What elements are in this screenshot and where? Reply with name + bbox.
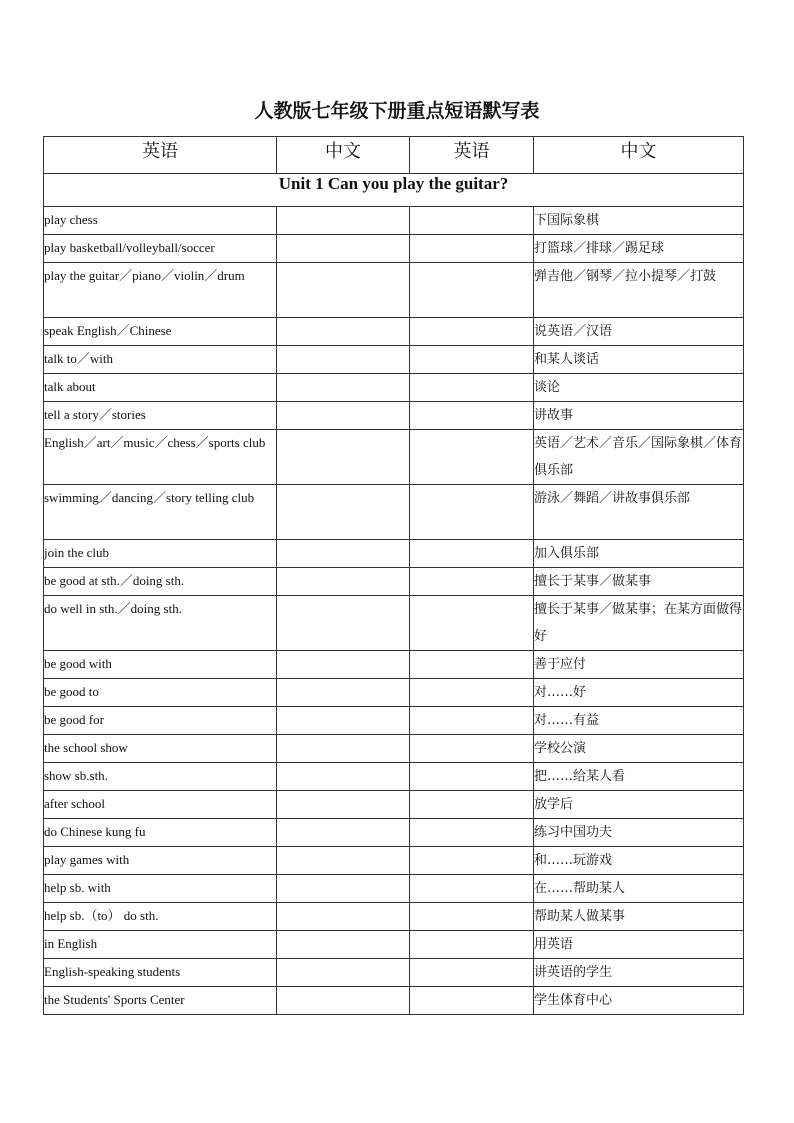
unit-row: [44, 174, 744, 207]
english-cell: play the guitar／piano／violin／drum: [44, 263, 277, 318]
table-row: [44, 931, 744, 959]
chinese-blank-cell[interactable]: [277, 875, 410, 903]
table-row: [44, 679, 744, 707]
table-row: [44, 987, 744, 1015]
english-cell: in English: [44, 931, 277, 959]
table-row: [44, 735, 744, 763]
english-cell: play basketball/volleyball/soccer: [44, 235, 277, 263]
english-cell: help sb.（to） do sth.: [44, 903, 277, 931]
english-blank-cell[interactable]: [410, 485, 534, 540]
header-english-1: 英语: [44, 137, 277, 174]
chinese-blank-cell[interactable]: [277, 903, 410, 931]
table-row: [44, 346, 744, 374]
table-row: [44, 791, 744, 819]
chinese-cell: 加入俱乐部: [534, 540, 744, 568]
chinese-blank-cell[interactable]: [277, 430, 410, 485]
english-cell: be good with: [44, 651, 277, 679]
english-cell: after school: [44, 791, 277, 819]
chinese-cell: 对……有益: [534, 707, 744, 735]
chinese-cell: 游泳／舞蹈／讲故事俱乐部: [534, 485, 744, 540]
english-blank-cell[interactable]: [410, 263, 534, 318]
phrase-table: [43, 136, 744, 1015]
chinese-blank-cell[interactable]: [277, 207, 410, 235]
english-blank-cell[interactable]: [410, 374, 534, 402]
chinese-cell: 英语／艺术／音乐／国际象棋／体育俱乐部: [534, 430, 744, 485]
table-row: [44, 819, 744, 847]
header-english-2: 英语: [410, 137, 534, 174]
table-row: [44, 651, 744, 679]
english-cell: English／art／music／chess／sports club: [44, 430, 277, 485]
chinese-blank-cell[interactable]: [277, 485, 410, 540]
english-cell: swimming／dancing／story telling club: [44, 485, 277, 540]
chinese-blank-cell[interactable]: [277, 735, 410, 763]
chinese-cell: 对……好: [534, 679, 744, 707]
unit-title: Unit 1 Can you play the guitar?: [44, 174, 744, 207]
chinese-blank-cell[interactable]: [277, 235, 410, 263]
table-row: [44, 568, 744, 596]
english-blank-cell[interactable]: [410, 679, 534, 707]
header-chinese-1: 中文: [277, 137, 410, 174]
chinese-cell: 讲英语的学生: [534, 959, 744, 987]
chinese-cell: 说英语／汉语: [534, 318, 744, 346]
table-row: [44, 318, 744, 346]
chinese-blank-cell[interactable]: [277, 847, 410, 875]
table-row: [44, 263, 744, 318]
english-cell: help sb. with: [44, 875, 277, 903]
english-blank-cell[interactable]: [410, 651, 534, 679]
table-row: [44, 374, 744, 402]
chinese-cell: 练习中国功夫: [534, 819, 744, 847]
chinese-cell: 帮助某人做某事: [534, 903, 744, 931]
chinese-cell: 学生体育中心: [534, 987, 744, 1015]
chinese-cell: 和……玩游戏: [534, 847, 744, 875]
chinese-blank-cell[interactable]: [277, 819, 410, 847]
english-cell: be good at sth.／doing sth.: [44, 568, 277, 596]
english-blank-cell[interactable]: [410, 791, 534, 819]
chinese-cell: 学校公演: [534, 735, 744, 763]
table-row: [44, 596, 744, 651]
english-cell: speak English／Chinese: [44, 318, 277, 346]
english-blank-cell[interactable]: [410, 207, 534, 235]
english-cell: be good for: [44, 707, 277, 735]
chinese-cell: 用英语: [534, 931, 744, 959]
chinese-blank-cell[interactable]: [277, 987, 410, 1015]
table-row: [44, 847, 744, 875]
chinese-cell: 擅长于某事／做某事: [534, 568, 744, 596]
chinese-blank-cell[interactable]: [277, 318, 410, 346]
english-blank-cell[interactable]: [410, 346, 534, 374]
english-cell: talk about: [44, 374, 277, 402]
chinese-blank-cell[interactable]: [277, 679, 410, 707]
table-row: [44, 707, 744, 735]
chinese-cell: 把……给某人看: [534, 763, 744, 791]
english-blank-cell[interactable]: [410, 568, 534, 596]
english-blank-cell[interactable]: [410, 402, 534, 430]
english-cell: the Students' Sports Center: [44, 987, 277, 1015]
english-blank-cell[interactable]: [410, 735, 534, 763]
table-row: [44, 875, 744, 903]
chinese-cell: 弹吉他／钢琴／拉小提琴／打鼓: [534, 263, 744, 318]
chinese-blank-cell[interactable]: [277, 931, 410, 959]
table-row: [44, 207, 744, 235]
chinese-blank-cell[interactable]: [277, 568, 410, 596]
chinese-cell: 擅长于某事／做某事；在某方面做得好: [534, 596, 744, 651]
english-cell: talk to／with: [44, 346, 277, 374]
chinese-blank-cell[interactable]: [277, 763, 410, 791]
english-cell: play games with: [44, 847, 277, 875]
english-blank-cell[interactable]: [410, 875, 534, 903]
chinese-blank-cell[interactable]: [277, 596, 410, 651]
table-row: [44, 540, 744, 568]
english-cell: play chess: [44, 207, 277, 235]
table-row: [44, 402, 744, 430]
english-blank-cell[interactable]: [410, 430, 534, 485]
chinese-cell: 下国际象棋: [534, 207, 744, 235]
chinese-cell: 打篮球／排球／踢足球: [534, 235, 744, 263]
chinese-blank-cell[interactable]: [277, 791, 410, 819]
english-blank-cell[interactable]: [410, 318, 534, 346]
table-row: [44, 235, 744, 263]
chinese-cell: 和某人谈话: [534, 346, 744, 374]
english-blank-cell[interactable]: [410, 596, 534, 651]
english-cell: English-speaking students: [44, 959, 277, 987]
chinese-blank-cell[interactable]: [277, 263, 410, 318]
english-cell: be good to: [44, 679, 277, 707]
english-blank-cell[interactable]: [410, 959, 534, 987]
chinese-blank-cell[interactable]: [277, 707, 410, 735]
chinese-blank-cell[interactable]: [277, 651, 410, 679]
english-blank-cell[interactable]: [410, 540, 534, 568]
english-blank-cell[interactable]: [410, 987, 534, 1015]
english-cell: join the club: [44, 540, 277, 568]
chinese-cell: 放学后: [534, 791, 744, 819]
header-row: [44, 137, 744, 174]
chinese-cell: 善于应付: [534, 651, 744, 679]
page-title: 人教版七年级下册重点短语默写表: [254, 100, 540, 122]
table-row: [44, 763, 744, 791]
english-blank-cell[interactable]: [410, 819, 534, 847]
table-row: [44, 903, 744, 931]
chinese-blank-cell[interactable]: [277, 346, 410, 374]
table-row: [44, 430, 744, 485]
chinese-cell: 讲故事: [534, 402, 744, 430]
english-blank-cell[interactable]: [410, 847, 534, 875]
table-row: [44, 485, 744, 540]
chinese-cell: 谈论: [534, 374, 744, 402]
chinese-cell: 在……帮助某人: [534, 875, 744, 903]
english-blank-cell[interactable]: [410, 235, 534, 263]
english-cell: the school show: [44, 735, 277, 763]
english-blank-cell[interactable]: [410, 931, 534, 959]
english-cell: show sb.sth.: [44, 763, 277, 791]
english-cell: tell a story／stories: [44, 402, 277, 430]
chinese-blank-cell[interactable]: [277, 540, 410, 568]
english-blank-cell[interactable]: [410, 903, 534, 931]
chinese-blank-cell[interactable]: [277, 374, 410, 402]
english-cell: do Chinese kung fu: [44, 819, 277, 847]
english-blank-cell[interactable]: [410, 763, 534, 791]
header-chinese-2: 中文: [534, 137, 744, 174]
chinese-blank-cell[interactable]: [277, 959, 410, 987]
table-row: [44, 959, 744, 987]
english-blank-cell[interactable]: [410, 707, 534, 735]
english-cell: do well in sth.／doing sth.: [44, 596, 277, 651]
chinese-blank-cell[interactable]: [277, 402, 410, 430]
